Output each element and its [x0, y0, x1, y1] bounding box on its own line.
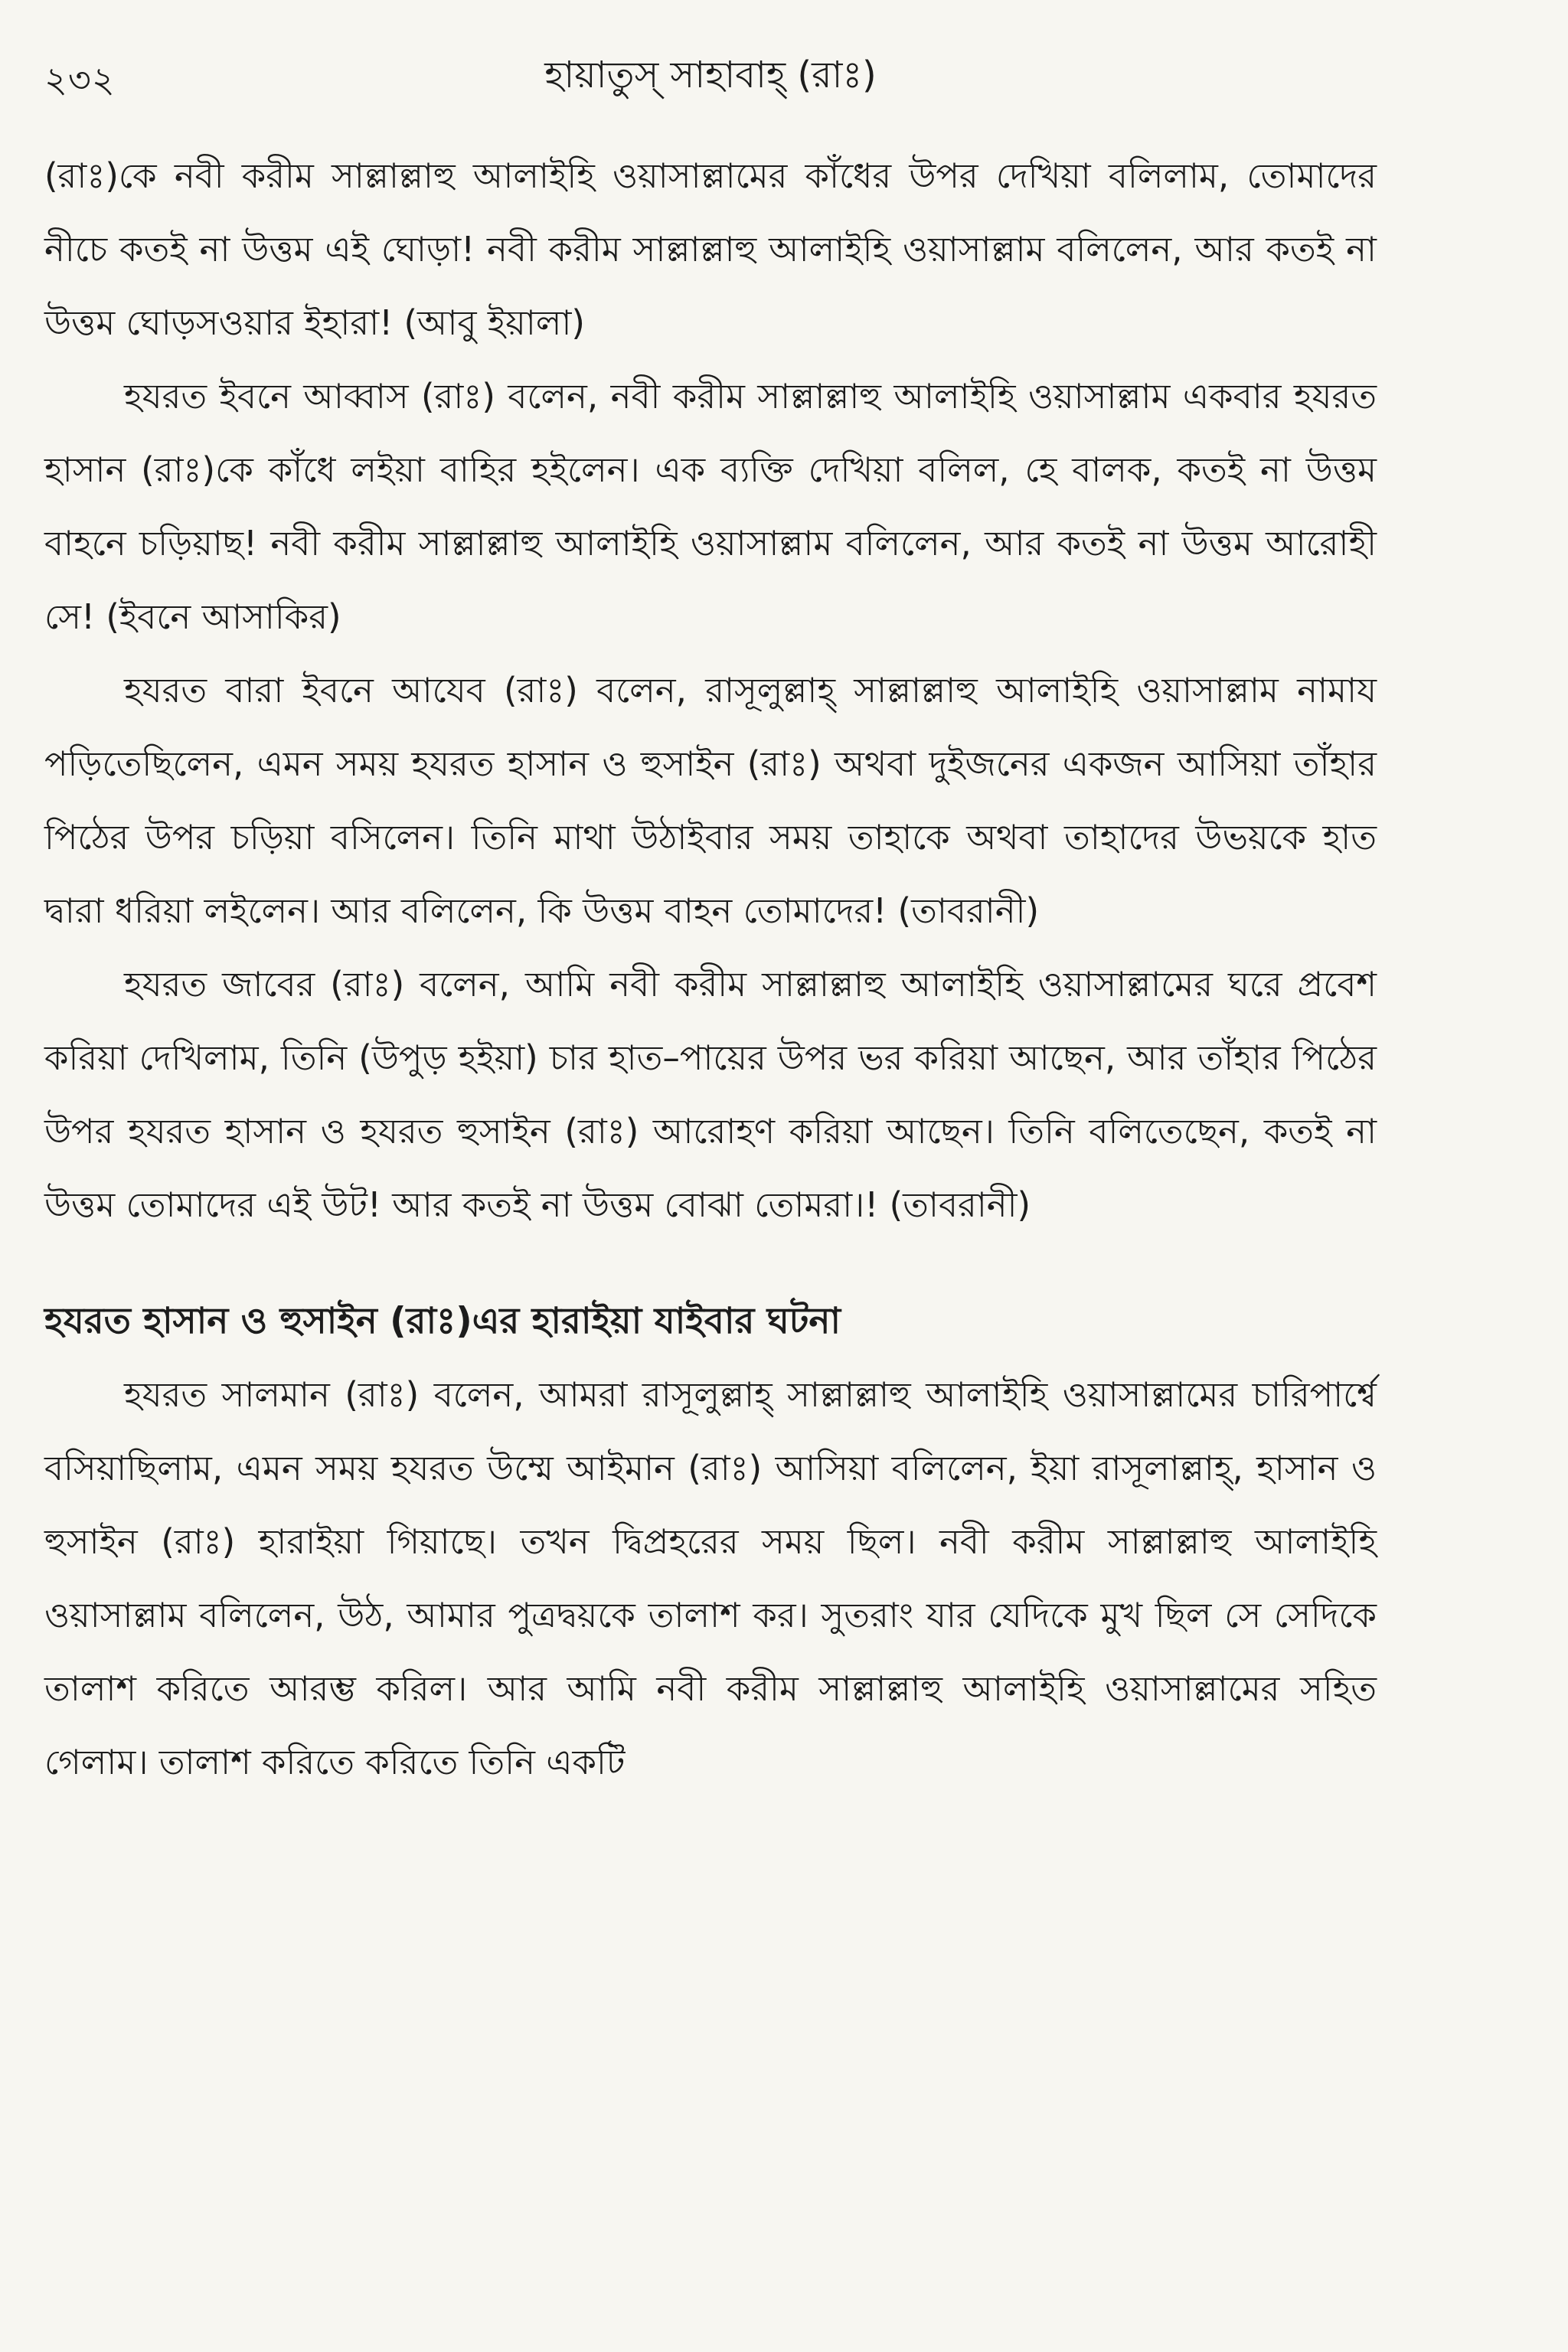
paragraph-1: (রাঃ)কে নবী করীম সাল্লাল্লাহু আলাইহি ওয়াসাল্লামের কাঁধের উপর দেখিয়া বলিলাম, তোমাদের নীচে কতই না উত্তম এই ঘোড়া! নবী করীম সাল্লাল্লাহু আলাইহি ওয়াসাল্লাম বলিলেন, আর কতই না উত্তম ঘোড়সওয়ার ইহারা! (আবু ইয়ালা) [44, 155, 1377, 343]
section-paragraph: হযরত সালমান (রাঃ) বলেন, আমরা রাসূলুল্লাহ্ সাল্লাল্লাহু আলাইহি ওয়াসাল্লামের চারিপার্শ্বে বসিয়াছিলাম, এমন সময় হযরত উম্মে আইমান (রাঃ) আসিয়া বলিলেন, ইয়া রাসূলাল্লাহ্, হাসান ও হুসাইন (রাঃ) হারাইয়া গিয়াছে। তখন দ্বিপ্রহরের সময় ছিল। নবী করীম সাল্লাল্লাহু আলাইহি ওয়াসাল্লাম বলিলেন, উঠ, আমার পুত্রদ্বয়কে তালাশ কর। সুতরাং যার যেদিকে মুখ ছিল সে সেদিকে তালাশ করিতে আরম্ভ করিল। আর আমি নবী করীম সাল্লাল্লাহু আলাইহি ওয়াসাল্লামের সহিত গেলাম। তালাশ করিতে করিতে তিনি একটি [44, 1374, 1377, 1782]
paragraph-4: হযরত জাবের (রাঃ) বলেন, আমি নবী করীম সাল্লাল্লাহু আলাইহি ওয়াসাল্লামের ঘরে প্রবেশ করিয়া দেখিলাম, তিনি (উপুড় হইয়া) চার হাত–পায়ের উপর ভর করিয়া আছেন, আর তাঁহার পিঠের উপর হযরত হাসান ও হযরত হুসাইন (রাঃ) আরোহণ করিয়া আছেন। তিনি বলিতেছেন, কতই না উত্তম তোমাদের এই উট! আর কতই না উত্তম বোঝা তোমরা।! (তাবরানী) [44, 964, 1377, 1225]
page-number: ২৩২ [44, 59, 116, 100]
section-heading: হযরত হাসান ও হুসাইন (রাঃ)এর হারাইয়া যাইবার ঘটনা [44, 1300, 841, 1342]
paragraph-3: হযরত বারা ইবনে আযেব (রাঃ) বলেন, রাসূলুল্লাহ্ সাল্লাল্লাহু আলাইহি ওয়াসাল্লাম নামায পড়িতেছিলেন, এমন সময় হযরত হাসান ও হুসাইন (রাঃ) অথবা দুইজনের একজন আসিয়া তাঁহার পিঠের উপর চড়িয়া বসিলেন। তিনি মাথা উঠাইবার সময় তাহাকে অথবা তাহাদের উভয়কে হাত দ্বারা ধরিয়া লইলেন। আর বলিলেন, কি উত্তম বাহন তোমাদের! (তাবরানী) [44, 670, 1377, 931]
running-head [44, 47, 1377, 109]
book-title: হায়াতুস্ সাহাবাহ্ (রাঃ) [544, 54, 877, 96]
paragraph-2: হযরত ইবনে আব্বাস (রাঃ) বলেন, নবী করীম সাল্লাল্লাহু আলাইহি ওয়াসাল্লাম একবার হযরত হাসান (রাঃ)কে কাঁধে লইয়া বাহির হইলেন। এক ব্যক্তি দেখিয়া বলিল, হে বালক, কতই না উত্তম বাহনে চড়িয়াছ! নবী করীম সাল্লাল্লাহু আলাইহি ওয়াসাল্লাম বলিলেন, আর কতই না উত্তম আরোহী সে! (ইবনে আসাকির) [44, 376, 1377, 637]
body-text [44, 139, 1377, 1799]
